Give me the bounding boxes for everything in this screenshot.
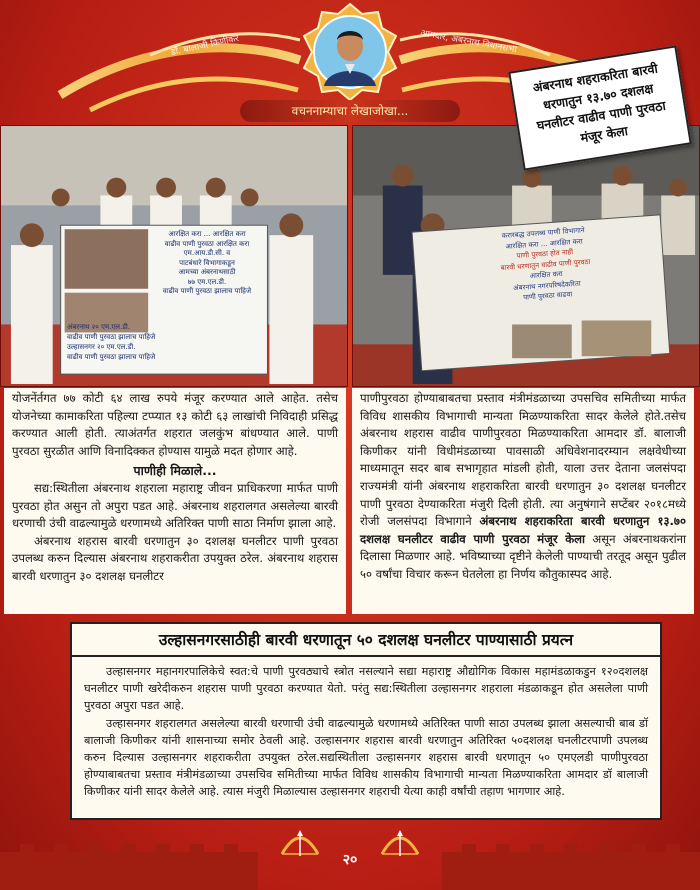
bow-arrow-emblem-icon: [278, 828, 322, 858]
article-highlight: अंबरनाथ शहराकरिता बारवी धरणातुन १३.७० दशलक्ष घनलीटर वाढीव पाणी पुरवठा मंजूर केला: [360, 514, 686, 546]
banner-text-line: आरक्षित करा ... आरक्षित करा: [168, 230, 246, 238]
left-caption: डॉ. बालाजी किणीकर: [170, 33, 240, 59]
header-banner-label: वचननाम्याचा लेखाजोखा...: [240, 100, 460, 122]
banner-text-line: पाणी पुरवठा वाढवा: [522, 290, 573, 302]
portrait-medallion: [300, 2, 400, 102]
article-text: पाणीपुरवठा होण्याबाबतचा प्रस्ताव मंत्रीमंडळाच्या उपसचिव समितीच्या मार्फत विविध शासकीय विभागाची मान्यता मिळण्याकरिता सादर केलेले होते.तसेच अंबरनाथ शहरास वाढीव पाणीपुरवठा मिळण्याकरिता आमदार डॉ. बालाजी किणीकर यांनी विधीमंडळाच्या पावसाळी अधिवेशनादरम्यान लक्षवेधीच्या माध्यमातून सदर बाब सभागृहात मांडली होती, याला उत्तर देताना जलसंपदा राज्यमंत्री यांनी अंबरनाथ शहराकरिता बारवी धरणातुन ३० दशलक्ष घनलीटर पाणी पुरवठा देण्याकरिता मंजुरी दिली होती. त्या अनुषंगाने सप्टेंबर २०१८मध्ये रोजी जलसंपदा विभागाने: [360, 391, 686, 529]
article-paragraph: [360, 390, 686, 584]
banner-text-line: करारबद्ध उपलब्ध पाणी विभागाने: [501, 226, 585, 240]
article-column-left: [4, 388, 346, 614]
article-text: असून अंबरनाथकरांना दिलासा मिळणार आहे. भविष्याच्या दृष्टीने केलेली पाण्याची तरतूद असून पुढील ५० वर्षांचा विचार करून घेतलेला हा निर्णय कौतुकास्पद आहे.: [360, 531, 687, 581]
banner-text-line: उल्हासनगर २० एम.एल.डी.: [67, 343, 136, 351]
bow-arrow-emblem-icon: [378, 828, 422, 858]
box-paragraph: उल्हासनगर महानगरपालिकेचे स्वत:चे पाणी पुरवठ्याचे स्त्रोत नसल्याने सद्या महाराष्ट्र औद्योगिक विकास महामंडळाकडुन १२०दशलक्ष घनलीटर पाणी खरेदीकरुन शहरास पाणी पुरवठा करण्यात येतो. परंतु सद्य:स्थितीला उल्हासनगर शहराला मंडळाकडून होत असलेला पाणी पुरवठा अपुरा पडत आहे.: [84, 665, 648, 713]
banner-text-line: बारवी धरणातुन वाढीव पाणी पुरवठा: [500, 257, 591, 272]
banner-text-line: एम.आय.डी.सी. व: [183, 249, 231, 257]
ulhasnagar-box: [70, 622, 662, 820]
article-paragraph: अंबरनाथ शहरास बारवी धरणातुन ३० दशलक्ष घनलीटर पाणी पुरवठा उपलब्ध करुन दिल्यास अंबरनाथ शहराकरीता उपयुक्त ठरेल. अंबरनाथ शहरास बारवी धरणातुन ३० दशलक्ष घनलीटर: [12, 533, 338, 583]
article-paragraph: योजनेंर्तगत ७७ कोटी ६४ लाख रुपये मंजूर करण्यात आले आहेत. तसेच योजनेच्या कामाकरिता पहिल्या टप्प्यात १३ कोटी ६३ लाखांची निविदाही प्रसिद्ध करण्यात आली होती. त्याअंतर्गत शहरात जलकुंभ बांधण्यात आले. पाणी पुरवठा सुरळीत आणि विनादिक्कत होण्यास यामुळे मदत होणार आहे.: [12, 391, 338, 458]
protest-photo-left: [0, 125, 348, 387]
page-number: २०: [342, 852, 358, 868]
banner-text-line: पाटबंधारे विभागाकडून: [179, 258, 235, 267]
banner-text-line: ७७ एम.एल.डी.: [187, 277, 227, 286]
banner-text-line: वाढीव पाणी पुरवठा झालाच पाहिजे: [67, 333, 156, 341]
banner-text-line: वाढीव पाणी पुरवठा आरक्षित करा: [164, 239, 250, 248]
box-title: उल्हासनगरसाठीही बारवी धरणातून ५० दशलक्ष घनलीटर पाण्यासाठी प्रयत्न: [72, 628, 660, 657]
banner-text-line: अंबरनाथ २० एम.एल.डी.: [67, 323, 131, 331]
banner-text-line: आरक्षित करा ... आरक्षित करा: [505, 236, 583, 251]
article-column-right: [352, 388, 694, 614]
banner-text-line: वाढीव पाणी पुरवठा झालाच पाहिजे: [67, 353, 156, 361]
banner-text-line: पाणी पुरवठा होत नाही: [516, 248, 574, 260]
headline-sticker: अंबरनाथ शहराकरिता बारवी धरणातुन १३.७० दशलक्ष घनलीटर वाढीव पाणी पुरवठा मंजूर केला: [508, 45, 692, 170]
right-caption: आमदार, अंबरनाथ विधानसभा: [419, 28, 518, 56]
box-paragraph: उल्हासनगर शहरालगत असलेल्या बारवी धरणाची उंची वाढल्यामुळे धरणामध्ये अतिरिक्त पाणी साठा उपलब्ध झाला असल्याची बाब डॉ बालाजी किणीकर यांनी शासनाच्या समोर ठेवली आहे. उल्हासनगर शहरास बारवी धरणातुन अतिरिक्त ५०दशलक्ष घनलीटरपाणी उपलब्ध करुन दिल्यास उल्हासनगर शहराकरीता उपयुक्त ठरेल.सद्यस्थितीला उल्हासनगर शहरास बारवी धरणातून ५० एमएलडी पाणीपुरवठा होण्याबाबतचा प्रस्ताव मंत्रीमंडळाच्या उपसचिव समितीच्या मार्फत विविध शासकीय विभागाची मान्यता मिळण्याकरिता आमदार डॉ बालाजी किणीकर यांनी सादर केलेले आहे. त्यास मंजुरी मिळाल्यास उल्हासनगर शहराची येत्या काही वर्षांची तहाण भागणार आहे.: [84, 716, 648, 799]
banner-text-line: आमच्या अंबरनाथसाठी: [178, 268, 236, 276]
article-subheading: पाणीही मिळाले...: [133, 463, 217, 479]
banner-text-line: अंबरनाथ नगरपरिषदेकरिता: [512, 279, 581, 292]
banner-text-line: वाढीव पाणी पुरवठा झालाच पाहिजे: [162, 287, 252, 295]
banner-text-line: आरक्षित करा: [529, 269, 564, 281]
article-paragraph: सद्य:स्थितीला अंबरनाथ शहराला महाराष्ट्र जीवन प्राधिकरणा मार्फत पाणी पुरवठा होत असुन तो अपुरा पडत आहे. अंबरनाथ शहरालगत असलेल्या बारवी धरणाची उंची वाढल्यामुळे धरणामध्ये अतिरिक्त पाणी साठा निर्माण झाला आहे.: [12, 480, 338, 531]
